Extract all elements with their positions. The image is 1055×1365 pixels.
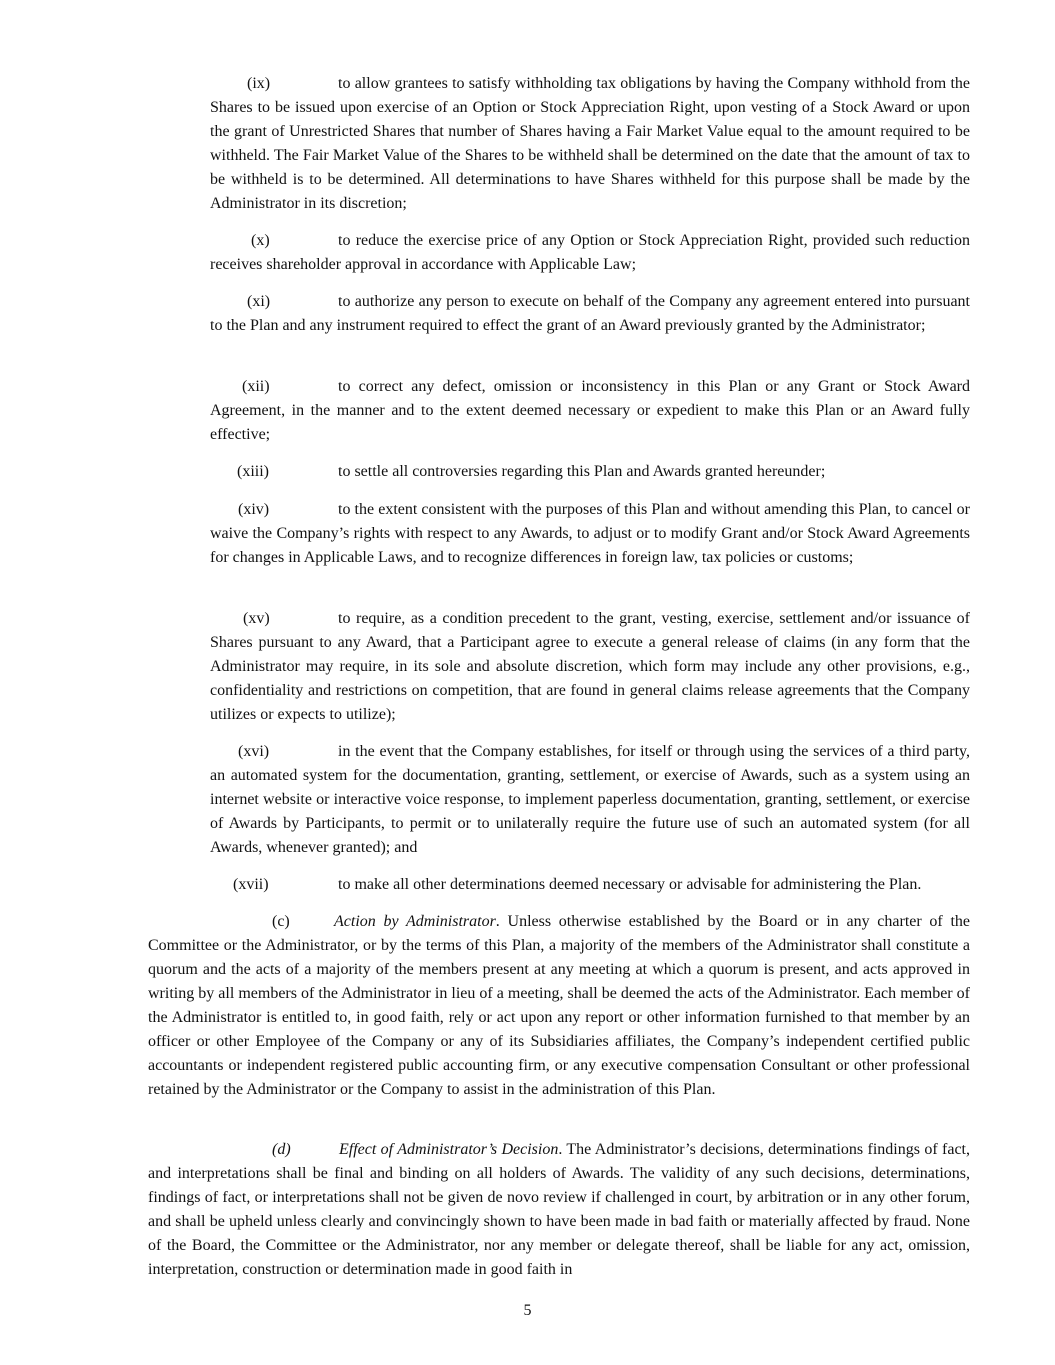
item-text: to reduce the exercise price of any Option or Stock Appreciation Right, provided such reduction receives shareholder approval in accordance with Applicable Law; [210,232,970,273]
list-item [210,873,970,897]
item-number: (xi) [247,293,271,310]
list-item [210,607,970,727]
section-c-text: . Unless otherwise established by the Board or in any charter of the Committee or the Administrator, or by the terms of this Plan, a majority of the members of the Administrator shall constitute a quorum and the acts of a majority of the members present at any meeting at which a quorum is present, and acts approved in writing by all members of the Administrator in lieu of a meeting, shall be deemed the acts of the Administrator. Each member of the Administrator is entitled to, in good faith, rely or act upon any report or other information furnished to that member by an officer or other Employee of the Company or any of its Subsidiaries affiliates, the Company’s independent certified public accountants or independent registered public accounting firm, or any executive compensation Consultant or other professional retained by the Administrator or the Company to assist in the administration of this Plan. [148,913,970,1098]
item-number: (x) [251,232,270,249]
item-number: (ix) [247,75,271,92]
item-text: to settle all controversies regarding this Plan and Awards granted hereunder; [338,463,826,480]
list-item [210,72,970,216]
section-d-heading: Effect of Administrator’s Decision [339,1141,559,1158]
list-item [210,498,970,570]
item-text: to make all other determinations deemed necessary or advisable for administering the Plan. [338,876,922,893]
item-text: to the extent consistent with the purposes of this Plan and without amending this Plan, to cancel or waive the Company’s rights with respect to any Awards, to adjust or to modify Grant and/or Stock Award Agreements for changes in Applicable Laws, and to recognize differences in foreign law, tax policies or customs; [210,501,970,566]
list-item [210,290,970,338]
item-text: to correct any defect, omission or inconsistency in this Plan or any Grant or Stock Award Agreement, in the manner and to the extent deemed necessary or expedient to make this Plan or an Award fully effective; [210,378,970,443]
item-number: (xvii) [233,876,269,893]
item-text: to require, as a condition precedent to the grant, vesting, exercise, settlement and/or issuance of Shares pursuant to any Award, that a Participant agree to execute a general release of claims (in any form that the Administrator may require, in its sole and absolute discretion, which form may include any other provisions, e.g., confidentiality and restrictions on competition, that are found in general claims release agreements that the Company utilizes or expects to utilize); [210,610,970,723]
list-item [210,740,970,860]
item-number: (xv) [243,610,270,627]
section-c-label: (c) [272,913,290,930]
page-number: 5 [523,1302,532,1319]
item-number: (xiii) [237,463,269,480]
item-number: (xii) [242,378,270,395]
item-text: to allow grantees to satisfy withholding tax obligations by having the Company withhold from the Shares to be issued upon exercise of an Option or Stock Appreciation Right, upon vesting of a Stock Award or upon the grant of Unrestricted Shares that number of Shares having a Fair Market Value equal to the amount required to be withheld. The Fair Market Value of the Shares to be withheld shall be determined on the date that the amount of tax to be withheld is to be determined. All determinations to have Shares withheld for this purpose shall be made by the Administrator in its discretion; [210,75,970,212]
section-c-heading: Action by Administrator [334,913,496,930]
section-c-paragraph [148,910,970,1102]
item-text: to authorize any person to execute on behalf of the Company any agreement entered into pursuant to the Plan and any instrument required to effect the grant of an Award previously granted by the Administrator; [210,293,970,334]
list-item [210,375,970,447]
section-d-paragraph [148,1138,970,1282]
list-item [210,229,970,277]
item-number: (xvi) [238,743,270,760]
section-d-label: (d) [272,1141,291,1158]
list-item [210,460,970,484]
section-d-text: . The Administrator’s decisions, determinations findings of fact, and interpretations shall be final and binding on all holders of Awards. The validity of any such decisions, determinations, findings of fact, or interpretations shall not be given de novo review if challenged in court, by arbitration or in any other forum, and shall be upheld unless clearly and convincingly shown to have been made in bad faith or materially affected by fraud. None of the Board, the Committee or the Administrator, nor any member or delegate thereof, shall be liable for any act, omission, interpretation, construction or determination made in good faith in [148,1141,971,1278]
item-number: (xiv) [238,501,270,518]
item-text: in the event that the Company establishes, for itself or through using the services of a third party, an automated system for the documentation, granting, settlement, or exercise of Awards, such as a system using an internet website or interactive voice response, to implement paperless documentation, granting, settlement, or exercise of Awards by Participants, to permit or to unilaterally require the future use of such an automated system (for all Awards, whenever granted); and [210,743,970,856]
